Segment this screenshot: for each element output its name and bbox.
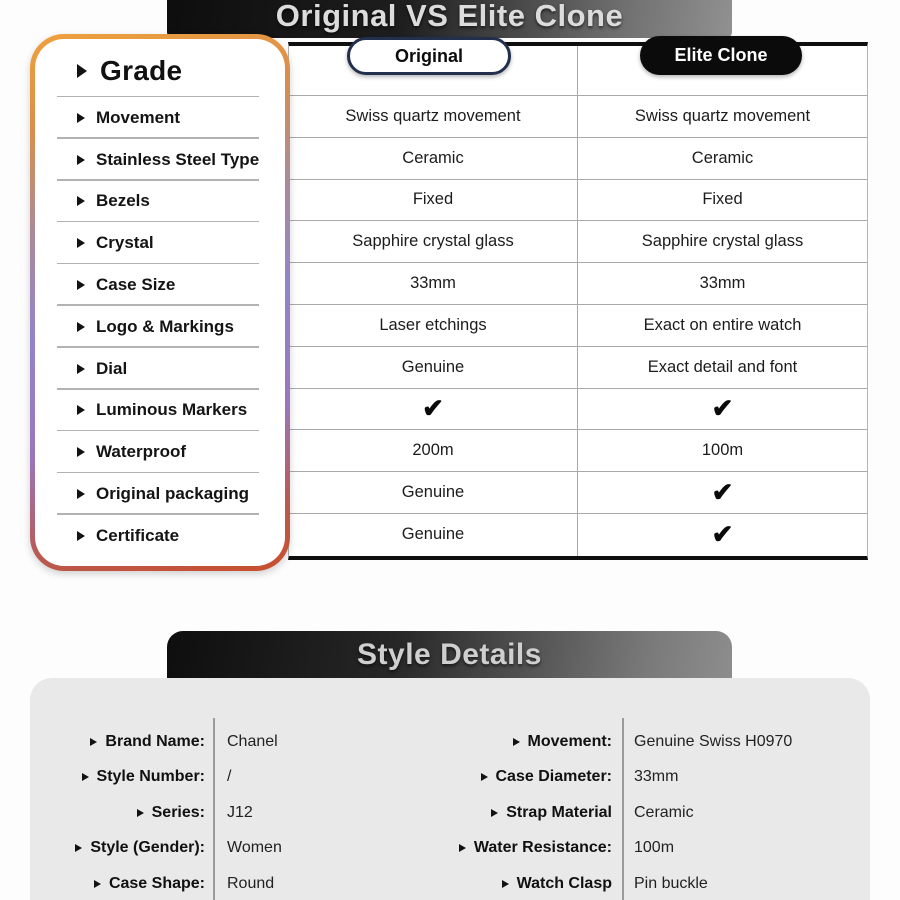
triangle-bullet-icon [77,489,85,499]
triangle-bullet-icon [481,773,488,781]
detail-value: Pin buckle [634,874,708,892]
table-cell: Sapphire crystal glass [641,232,804,251]
elite-clone-column-pill [640,36,802,75]
style-details-right-column [450,724,870,900]
detail-row [30,795,450,831]
table-cell: Exact on entire watch [643,315,802,334]
triangle-bullet-icon [502,880,509,888]
checkmark-icon: ✔ [711,477,734,508]
detail-label-text: Style Number: [96,768,205,786]
triangle-bullet-icon [77,531,85,541]
table-cell: Genuine [289,472,578,513]
detail-value: Genuine Swiss H0970 [634,732,793,750]
detail-label-text: Strap Material [506,803,612,821]
triangle-bullet-icon [77,364,85,374]
triangle-bullet-icon [77,64,87,78]
sidebar-item [35,390,285,432]
table-row [289,472,867,514]
detail-row [450,831,870,867]
detail-value: Chanel [227,732,278,750]
triangle-bullet-icon [94,880,101,888]
table-row [289,347,867,389]
triangle-bullet-icon [77,322,85,332]
sidebar-header-label: Grade [100,55,183,86]
sidebar-item [35,473,285,515]
table-cell: Fixed [289,180,578,221]
table-row [289,389,867,431]
table-cell: Fixed [702,190,743,209]
detail-row [450,866,870,900]
table-cell: Exact detail and font [647,357,798,376]
feature-sidebar-inner [35,39,285,566]
detail-row [30,831,450,867]
sidebar-header-grade [35,45,285,97]
triangle-bullet-icon [77,447,85,457]
style-details-title: Style Details [357,637,542,671]
sidebar-item-list [35,97,285,557]
triangle-bullet-icon [77,113,85,123]
detail-label [450,875,612,893]
detail-row [450,795,870,831]
sidebar-item-label: Crystal [96,233,154,253]
detail-label-text: Watch Clasp [516,874,612,892]
detail-label-text: Brand Name: [105,732,205,750]
original-column-label: Original [394,45,463,66]
detail-value: Ceramic [634,803,694,821]
sidebar-item [35,181,285,223]
sidebar-item [35,264,285,306]
sidebar-item-label: Movement [96,107,181,127]
detail-label-text: Case Shape: [108,874,205,892]
table-row [289,96,867,138]
sidebar-item [35,306,285,348]
sidebar-item [35,348,285,390]
detail-label [450,839,612,857]
table-row [289,263,867,305]
sidebar-item-label: Dial [96,358,128,378]
triangle-bullet-icon [77,238,85,248]
detail-row [30,724,450,760]
table-cell: 200m [289,430,578,471]
detail-label [30,839,205,857]
table-row [289,180,867,222]
detail-value: / [227,768,232,786]
table-cell: Swiss quartz movement [289,96,578,137]
detail-label-text: Movement: [527,732,612,750]
sidebar-item [35,97,285,139]
sidebar-item-label: Bezels [96,191,150,211]
table-cell: Genuine [289,514,578,556]
elite-clone-column-label: Elite Clone [674,45,768,65]
style-details-panel [30,678,870,900]
detail-label [30,768,205,786]
detail-label [30,804,205,822]
table-cell: Ceramic [289,138,578,179]
original-column-pill [347,37,511,75]
detail-label-text: Water Resistance: [473,839,612,857]
triangle-bullet-icon [77,155,85,165]
detail-row [450,724,870,760]
table-cell: Ceramic [691,148,754,167]
triangle-bullet-icon [513,738,520,746]
triangle-bullet-icon [459,844,466,852]
table-row [289,305,867,347]
table-cell: 100m [701,441,744,460]
detail-label [450,733,612,751]
triangle-bullet-icon [137,809,144,817]
feature-sidebar [30,34,290,571]
detail-value: J12 [227,803,253,821]
table-cell: Sapphire crystal glass [289,221,578,262]
detail-label-text: Style (Gender): [90,839,205,857]
table-row [289,430,867,472]
sidebar-item [35,139,285,181]
detail-value: 33mm [634,768,679,786]
checkmark-icon: ✔ [711,519,734,550]
detail-label-text: Series: [151,803,205,821]
sidebar-item-label: Waterproof [96,442,187,462]
detail-value: Round [227,874,275,892]
detail-row [30,866,450,900]
triangle-bullet-icon [77,280,85,290]
sidebar-item-label: Case Size [96,275,176,295]
checkmark-icon: ✔ [289,389,578,430]
comparison-banner [167,0,732,38]
comparison-table [288,42,868,560]
table-body [289,96,867,556]
comparison-banner-title: Original VS Elite Clone [275,0,624,33]
detail-row [30,760,450,796]
detail-label [450,768,612,786]
sidebar-item [35,431,285,473]
table-row [289,514,867,556]
style-details-banner [167,631,732,678]
triangle-bullet-icon [90,738,97,746]
detail-label-text: Case Diameter: [495,768,612,786]
sidebar-item-label: Stainless Steel Type [96,149,260,169]
checkmark-icon: ✔ [711,393,734,424]
detail-label [450,804,612,822]
detail-value: Women [227,839,282,857]
detail-row [450,760,870,796]
table-row [289,221,867,263]
triangle-bullet-icon [491,809,498,817]
table-cell: Genuine [289,347,578,388]
sidebar-item-label: Certificate [96,525,180,545]
sidebar-item-label: Original packaging [96,484,250,504]
detail-label [30,875,205,893]
triangle-bullet-icon [77,405,85,415]
detail-label [30,733,205,751]
triangle-bullet-icon [77,196,85,206]
table-cell: Swiss quartz movement [634,106,811,125]
sidebar-item [35,222,285,264]
style-details-left-column [30,724,450,900]
sidebar-item [35,515,285,557]
table-row [289,138,867,180]
detail-value: 100m [634,839,675,857]
table-cell: 33mm [699,274,746,293]
sidebar-item-label: Luminous Markers [96,400,248,420]
sidebar-item-label: Logo & Markings [96,316,234,336]
table-cell: 33mm [289,263,578,304]
triangle-bullet-icon [75,844,82,852]
triangle-bullet-icon [82,773,89,781]
table-cell: Laser etchings [289,305,578,346]
